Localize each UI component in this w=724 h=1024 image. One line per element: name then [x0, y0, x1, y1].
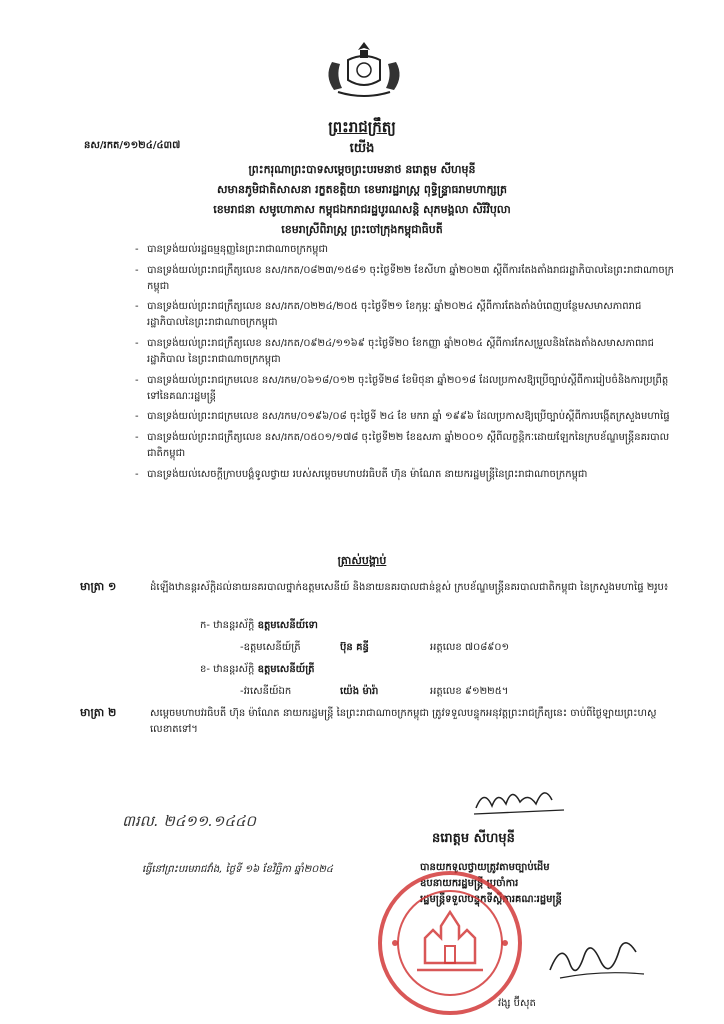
sub-b-rank: ឧត្តមសេនីយ៍ត្រី — [257, 664, 315, 675]
sub-b-person-rank: -វរសេនីយ៍ឯក — [240, 686, 292, 697]
king-name: នរោត្តម សីហមុនី — [432, 831, 515, 846]
minister-signature — [540, 930, 650, 990]
preamble-item: - បានទ្រង់យល់រដ្ឋធម្មនុញ្ញនៃព្រះរាជាណាចក្រកម្ពុជា — [135, 242, 675, 258]
article-1-sub-a — [200, 618, 318, 633]
article-1-label: មាត្រា ១ — [80, 580, 117, 593]
preamble-item: - បានទ្រង់យល់ព្រះរាជក្រឹត្យលេខ នស/រកត/០២២៤/២០៥ ចុះថ្ងៃទី២១ ខែកុម្ភៈ ឆ្នាំ២០២៤ ស្តីពីការតែងតាំងបំពេញបន្ថែមសមាសភាពរាជរដ្ឋាភិបាលនៃព្រះរាជាណាចក្រកម្ពុជា — [135, 299, 675, 331]
we-heading: យើង — [349, 141, 375, 156]
king-handwritten-signature — [470, 780, 570, 820]
sub-b-id: អត្តលេខ ៩១២២៥។ — [430, 686, 509, 697]
preamble-item: - បានទ្រង់យល់ព្រះរាជក្រឹត្យលេខ នស/រកត/០៨២៣/១៥៨១ ចុះថ្ងៃទី២២ ខែសីហា ឆ្នាំ២០២៣ ស្តីពីការតែងតាំងរាជរដ្ឋាភិបាលនៃព្រះរាជាណាចក្រកម្ពុជា — [135, 263, 675, 295]
sub-a-name: ប៊ុន គន្ធី — [340, 642, 369, 653]
honorific-line: ខេមរាស្រីពិរាស្ត្រ ព្រះចៅក្រុងកម្ពុជាធិបតី — [281, 223, 443, 236]
article-2-label: មាត្រា ២ — [80, 706, 117, 719]
document-title: ព្រះរាជក្រឹត្យ — [328, 118, 396, 136]
signer-name: វង្ស ប៊ីសុត — [498, 998, 536, 1009]
certify-line: ឧបនាយករដ្ឋមន្ត្រី ប្រចាំការ — [420, 878, 519, 889]
certify-line: រដ្ឋមន្ត្រីទទួលបន្ទុកទីស្តីការគណៈរដ្ឋមន្ត្រី — [420, 894, 562, 905]
preamble-item: - បានទ្រង់យល់ព្រះរាជក្រឹត្យលេខ នស/រកត/០៥០១/១៧៨ ចុះថ្ងៃទី២២ ខែឧសភា ឆ្នាំ២០០១ ស្តីពីលក្ខន្តិកៈដោយឡែកនៃក្របខ័ណ្ឌមន្ត្រីនគរបាលជាតិកម្ពុជា — [135, 430, 675, 462]
reference-number: នស/រកត/១១២៤/៤៣៧ — [84, 140, 181, 151]
royal-honorifics — [0, 160, 724, 240]
honorific-line: ព្រះករុណាព្រះបាទសម្តេចព្រះបរមនាថ នរោត្តម សីហមុនី — [248, 163, 476, 176]
sub-b-name: យ៉េង ម៉ារ៉ា — [340, 686, 379, 697]
sub-b-label: ខ- ឋានន្តរស័ក្តិ — [200, 664, 255, 675]
preamble-item: - បានទ្រង់យល់សេចក្តីក្រាបបង្គំទូលថ្វាយ របស់សម្តេចមហាបវរធិបតី ហ៊ុន ម៉ាណែត នាយករដ្ឋមន្ត្រីនៃព្រះរាជាណាចក្រកម្ពុជា — [135, 467, 675, 483]
preamble-item: - បានទ្រង់យល់ព្រះរាជក្រមលេខ នស/រកម/០១៩៦/០៨ ចុះថ្ងៃទី ២៤ ខែ មករា ឆ្នាំ ១៩៩៦ ដែលប្រកាសឱ្យប្រើច្បាប់ស្តីពីការបង្កើតក្រសួងមហាផ្ទៃ — [135, 409, 675, 425]
sub-a-person-rank: -ឧត្តមសេនីយ៍ត្រី — [240, 642, 301, 653]
place-and-date: ធ្វើនៅព្រះបរមរាជវាំង, ថ្ងៃទី ១៦ ខែវិច្ឆិកា ឆ្នាំ២០២៤ — [142, 864, 333, 875]
sub-a-id: អត្តលេខ ៧០៨៩០១ — [430, 642, 510, 653]
sub-a-rank: ឧត្តមសេនីយ៍ទោ — [257, 620, 318, 631]
preamble-item: - បានទ្រង់យល់ព្រះរាជក្រឹត្យលេខ នស/រកត/០៩២៤/១១៦៩ ចុះថ្ងៃទី២០ ខែកញ្ញា ឆ្នាំ២០២៤ ស្តីពីការកែសម្រួលនិងតែងតាំងសមាសភាពរាជរដ្ឋាភិបាល នៃព្រះរាជាណាចក្រកម្ពុជា — [135, 336, 675, 368]
article-1-text: ដំឡើងឋានន្តរស័ក្តិដល់នាយនគរបាលថ្នាក់ឧត្តមសេនីយ៍ និងនាយនគរបាលជាន់ខ្ពស់ ក្របខ័ណ្ឌមន្ត្រីនគរបាលជាតិកម្ពុជា នៃក្រសួងមហាផ្ទៃ ២រូប៖ — [150, 582, 669, 593]
preamble-list — [135, 242, 675, 487]
handwritten-date: ៣រល. ២៤១១.១៤៤០ — [122, 812, 257, 830]
article-1-sub-b — [200, 662, 315, 677]
sub-a-label: ក- ឋានន្តរស័ក្តិ — [200, 620, 255, 631]
decree-heading: ត្រាស់បង្គាប់ — [337, 554, 387, 567]
royal-crest-emblem — [318, 40, 410, 100]
article-2-text: សម្តេចមហាបវរធិបតី ហ៊ុន ម៉ាណែត នាយករដ្ឋមន្ត្រី នៃព្រះរាជាណាចក្រកម្ពុជា ត្រូវទទួលបន្ទុកអនុវត្តព្រះរាជក្រឹត្យនេះ ចាប់ពីថ្ងៃឡាយព្រះហស្ថលេខាតទៅ។ — [150, 708, 657, 735]
preamble-item: - បានទ្រង់យល់ព្រះរាជក្រមលេខ នស/រកម/០៦១៨/០១២ ចុះថ្ងៃទី២៨ ខែមិថុនា ឆ្នាំ២០១៨ ដែលប្រកាសឱ្យប្រើច្បាប់ស្តីពីការរៀបចំនិងការប្រព្រឹត្តទៅនៃគណៈរដ្ឋមន្ត្រី — [135, 373, 675, 405]
honorific-line: សមានភូមិជាតិសាសនា រក្ខតខត្តិយា ខេមរារដ្ឋរាស្ត្រ ពុទ្ធិន្រ្ទាធរាមហាក្សត្រ — [217, 183, 507, 196]
honorific-line: ខេមរាជនា សមូហោភាស កម្ពុជឯករាជរដ្ឋបូរណសន្តិ សុភមង្គលា សិរីវិបុលា — [213, 203, 511, 216]
certify-line: បានយកទូលថ្វាយត្រូវតាមច្បាប់ដើម — [420, 862, 550, 873]
